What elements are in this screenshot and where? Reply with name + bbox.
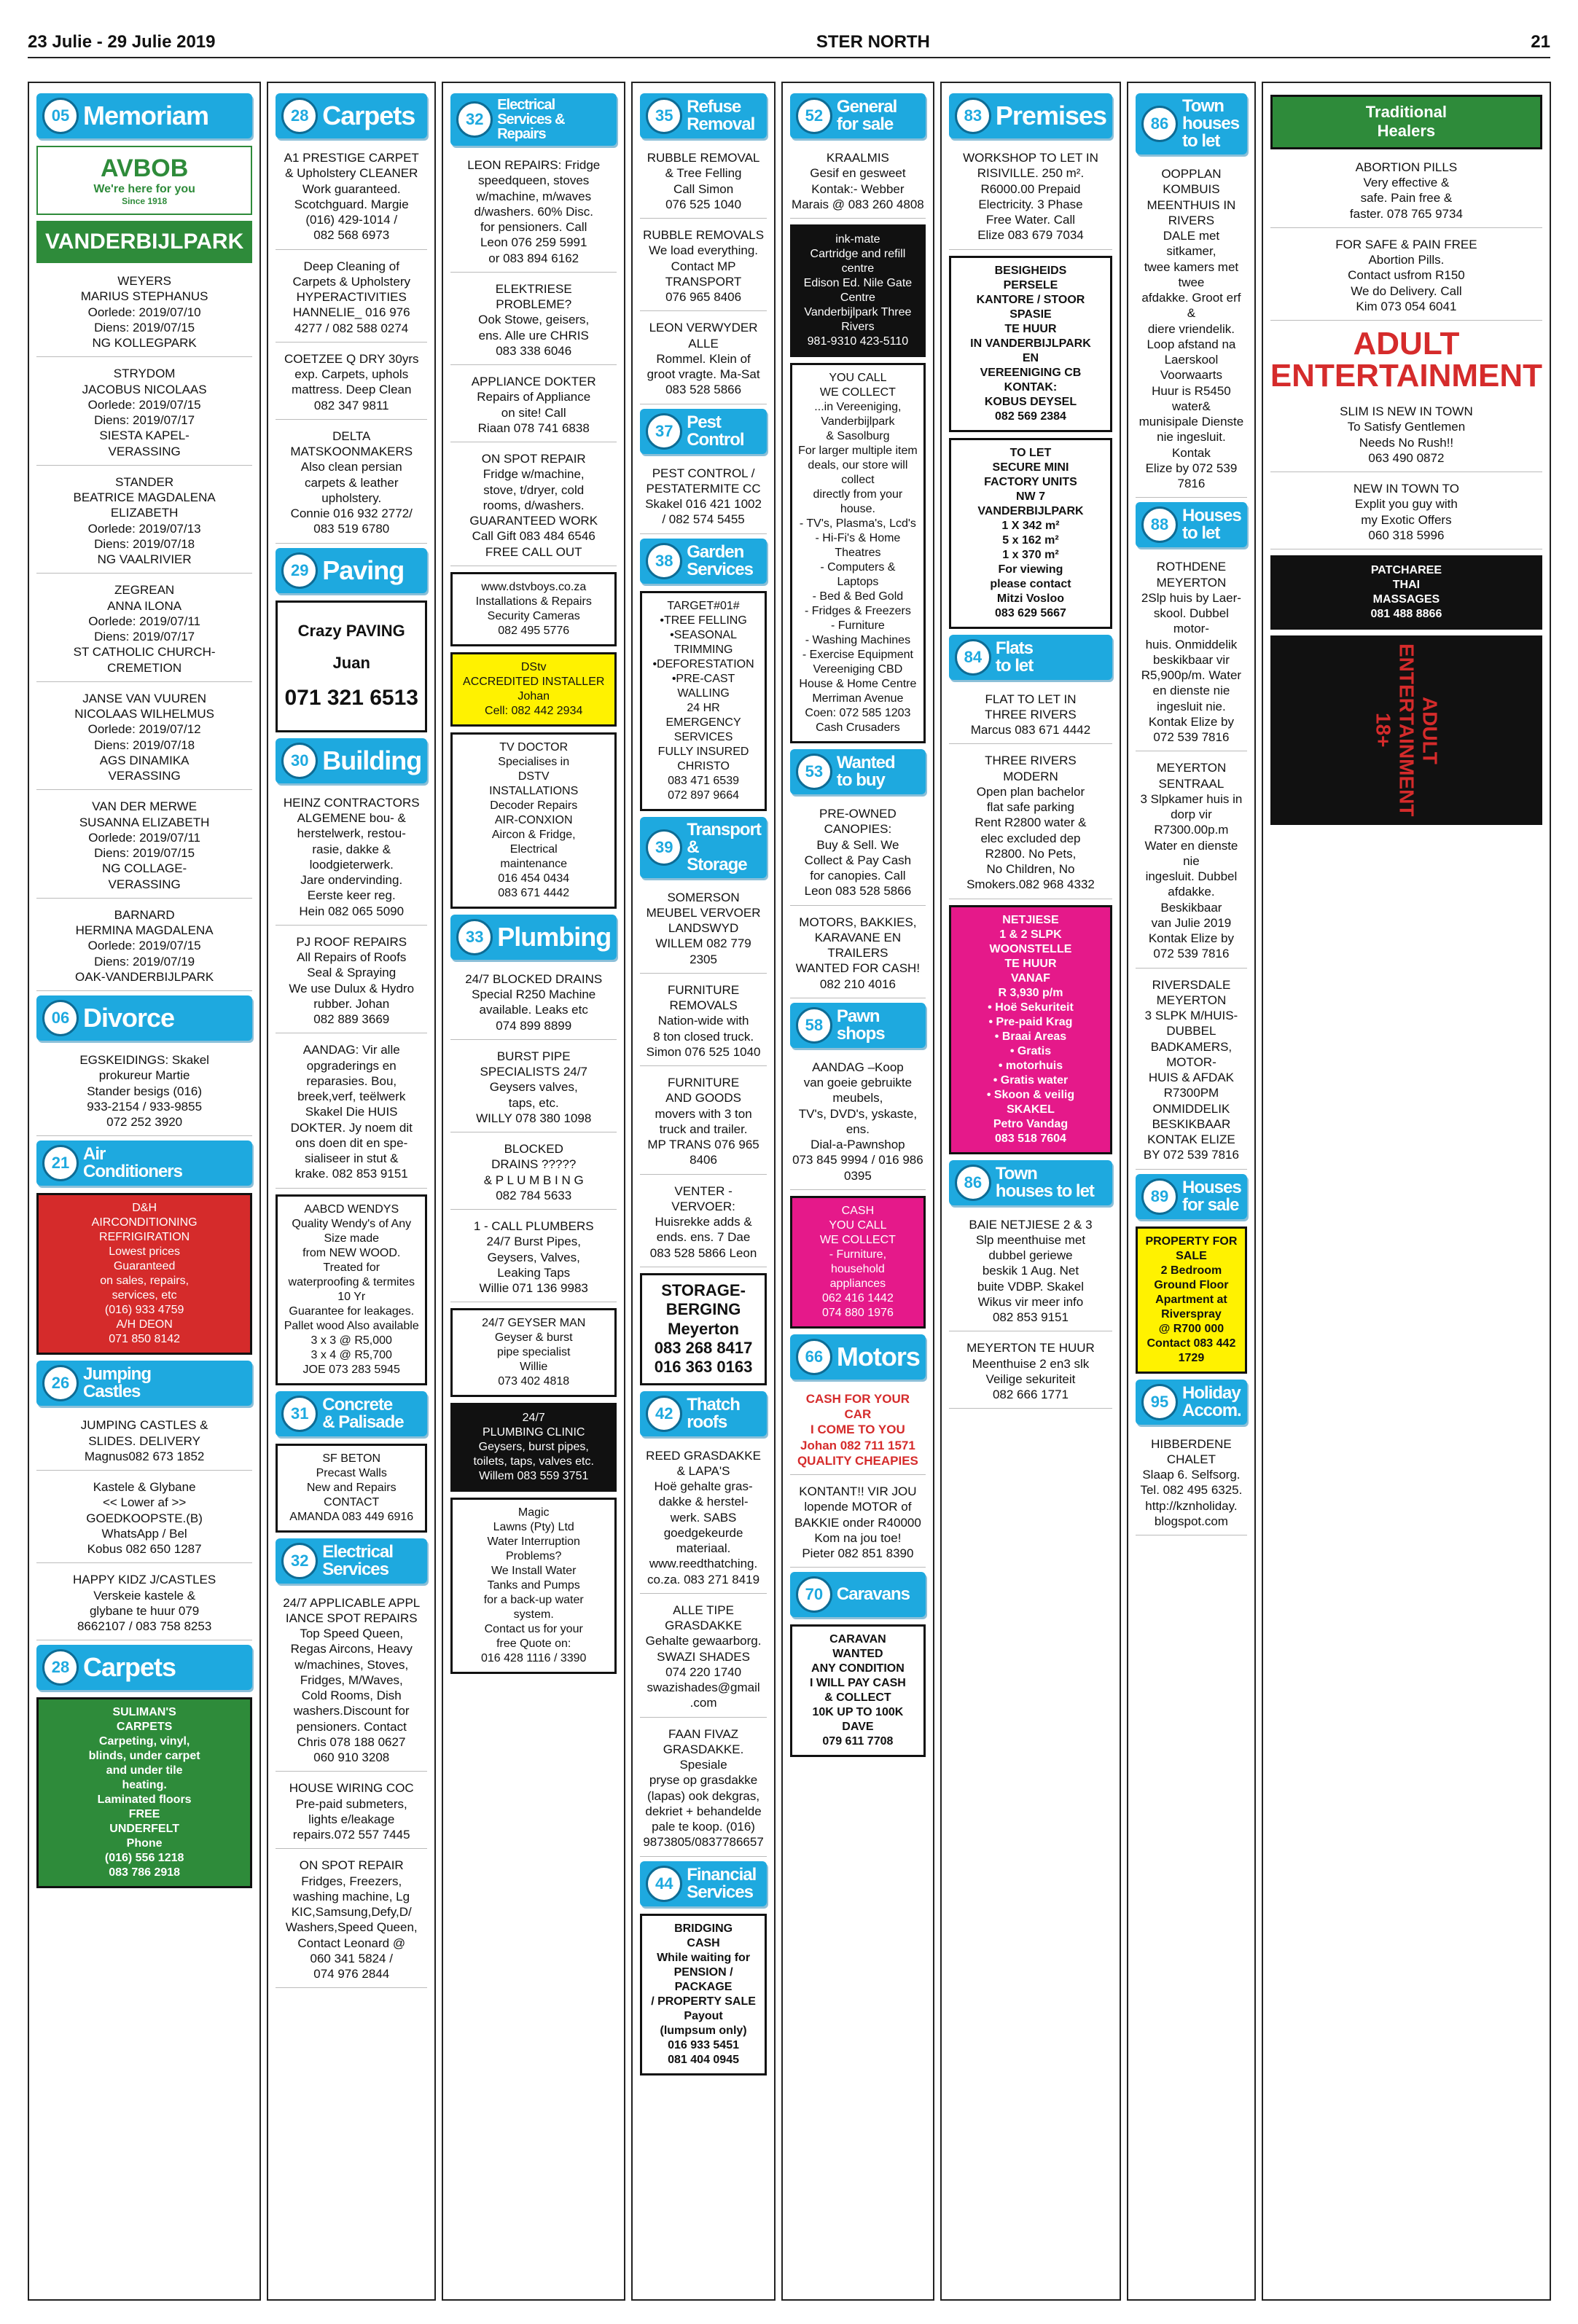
vanderbijlpark-logo: VANDERBIJLPARK: [36, 221, 252, 263]
electrical-repair-ad: ON SPOT REPAIR Fridge w/machine, stove, t/dryer, cold rooms, d/washers. GUARANTEED WORK Call Gift 083 484 6546 FREE CALL OUT: [450, 447, 617, 566]
issue-date: 23 Julie - 29 Julie 2019: [28, 32, 216, 52]
refuse-ad: RUBBLE REMOVAL & Tree Felling Call Simon 076 525 1040: [640, 146, 767, 219]
sf-beton-ad: SF BETON Precast Walls New and Repairs CONTACT AMANDA 083 449 6916: [276, 1444, 427, 1533]
electrical-ads: [276, 1591, 427, 1989]
refuse-ads: [640, 146, 767, 404]
paper-name: STER NORTH: [816, 32, 930, 52]
carpet-ad: A1 PRESTIGE CARPET & Upholstery CLEANER Work guaranteed. Scotchguard. Margie (016) 429-1014 / 082 568 6973: [276, 146, 427, 250]
jumping-ads: [36, 1413, 252, 1640]
category-holiday: 95 Holiday Accom.: [1136, 1380, 1247, 1425]
adult-ad: NEW IN TOWN TO Explit you guy with my Exotic Offers 060 318 5996: [1270, 477, 1542, 549]
memoriam-notice: JANSE VAN VUUREN NICOLAAS WILHELMUS Oorlede: 2019/07/12 Diens: 2019/07/18 AGS DINAMIKA VERASSING: [36, 686, 252, 791]
column-5: [781, 82, 934, 2301]
category-garden: 38 Garden Services: [640, 539, 767, 584]
factory-units-ad: TO LET SECURE MINI FACTORY UNITS NW 7 VANDERBIJLPARK 1 X 342 m² 5 x 162 m² 1 x 370 m² For viewing please contact Mitzi Vosloo 083 629 5667: [949, 438, 1112, 629]
category-pest-control: 37 Pest Control: [640, 409, 767, 454]
cash-collect-ad: CASH YOU CALL WE COLLECT - Furniture, household appliances 062 416 1442 074 880 1976: [790, 1196, 926, 1329]
category-divorce: 06 Divorce: [36, 995, 252, 1041]
category-motors: 66 Motors: [790, 1334, 926, 1380]
column-6: [940, 82, 1121, 2301]
thatch-ad: REED GRASDAKKE & LAPA'S Hoë gehalte gras- dakke & herstel- werk. SABS goedgekeurde materiaal. www.reedthatching. co.za. 083 271 8419: [640, 1444, 767, 1594]
wanted-ad: PRE-OWNED CANOPIES: Buy & Sell. We Collect & Pay Cash for canopies. Call Leon 083 528 5866: [790, 802, 926, 906]
column-3: [442, 82, 625, 2301]
jumping-ad: Kastele & Glybane << Lower af >> GOEDKOOPSTE.(B) WhatsApp / Bel Kobus 082 650 1287: [36, 1475, 252, 1563]
plumbing-ad: 1 - CALL PLUMBERS 24/7 Burst Pipes, Geysers, Valves, Leaking Taps Willie 071 136 9983: [450, 1214, 617, 1302]
dstv-installer-ad: DStv ACCREDITED INSTALLER Johan Cell: 082 442 2934: [450, 652, 617, 727]
motors-cash-ad: CASH FOR YOUR CAR I COME TO YOU Johan 082 711 1571 QUALITY CHEAPIES: [790, 1387, 926, 1475]
transport-ads: [640, 885, 767, 1267]
refuse-ad: RUBBLE REMOVALS We load everything. Contact MP TRANSPORT 076 965 8406: [640, 223, 767, 311]
category-houses-sale: 89 Houses for sale: [1136, 1174, 1247, 1219]
category-houses-let: 88 Houses to let: [1136, 502, 1247, 547]
column-4: [631, 82, 776, 2301]
bridging-cash-ad: BRIDGING CASH While waiting for PENSION / PACKAGE / PROPERTY SALE Payout (lumpsum only) 016 933 5451 081 404 0945: [640, 1914, 767, 2075]
electrical-repair-ad: ELEKTRIESE PROBLEME? Ook Stowe, geisers, ens. Alle ure CHRIS 083 338 6046: [450, 277, 617, 365]
adult-vertical-banner: ADULT ENTERTAINMENT 18+: [1270, 635, 1542, 825]
carpet-ad: Deep Cleaning of Carpets & Upholstery HYPERACTIVITIES HANNELIE_ 016 976 4277 / 082 588 0274: [276, 254, 427, 343]
electrical-repair-ad: LEON REPAIRS: Fridge speedqueen, stoves w/machine, m/waves d/washers. 60% Disc. for pensioners. Call Leon 076 259 5991 or 083 894 6162: [450, 153, 617, 273]
aabcd-wendys-ad: AABCD WENDYS Quality Wendy's of Any Size made from NEW WOOD. Treated for waterproofing & termites 10 Yr Guarantee for leakages. Pallet wood Also available 3 x 3 @ R5,000 3 x 4 @ R5,700 JOE 073 283 5945: [276, 1194, 427, 1385]
ink-mate-ad: ink-mate Cartridge and refill centre Edison Ed. Nile Gate Centre Vanderbijlpark Three Rivers 981-9310 423-5110: [790, 224, 926, 357]
category-thatch: 42 Thatch roofs: [640, 1391, 767, 1436]
transport-ad: SOMERSON MEUBEL VERVOER LANDSWYD WILLEM 082 779 2305: [640, 885, 767, 974]
healer-ads: [1270, 155, 1542, 321]
houses-let-ads: [1136, 555, 1247, 1169]
workshop-ad: WORKSHOP TO LET IN RISIVILLE. 250 m². R6000.00 Prepaid Electricity. 3 Phase Free Water. Call Elize 083 679 7034: [949, 146, 1112, 250]
column-7: [1127, 82, 1256, 2301]
building-ad: PJ ROOF REPAIRS All Repairs of Roofs Seal & Spraying We use Dulux & Hydro rubber. Johan 082 889 3669: [276, 930, 427, 1034]
thatch-ads: [640, 1444, 767, 1857]
memoriam-notice: STRYDOM JACOBUS NICOLAAS Oorlede: 2019/07/15 Diens: 2019/07/17 SIESTA KAPEL- VERASSING: [36, 361, 252, 466]
electrical-ad: 24/7 APPLICABLE APPL IANCE SPOT REPAIRS Top Speed Queen, Regas Aircons, Heavy w/machines, Stoves, Fridges, M/Waves, Cold Rooms, Dish washers.Discount for pensioners. Contact Chris 078 188 0627 060 910 3208: [276, 1591, 427, 1772]
category-paving: 29 Paving: [276, 548, 427, 593]
caravan-wanted-ad: CARAVAN WANTED ANY CONDITION I WILL PAY CASH & COLLECT 10K UP TO 100K DAVE 079 611 7708: [790, 1624, 926, 1757]
jumping-ad: JUMPING CASTLES & SLIDES. DELIVERY Magnus082 673 1852: [36, 1413, 252, 1471]
crazy-paving-ad: Crazy PAVING Juan 071 321 6513: [276, 600, 427, 732]
house-ad: RIVERSDALE MEYERTON 3 SLPK M/HUIS-DUBBEL BADKAMERS, MOTOR- HUIS & AFDAK R7300PM ONMIDDELIK BESKIKBAAR KONTAK ELIZE BY 072 539 7816: [1136, 973, 1247, 1170]
building-ads: [276, 791, 427, 1189]
carpet-ad: COETZEE Q DRY 30yrs exp. Carpets, uphols mattress. Deep Clean 082 347 9811: [276, 347, 427, 420]
netjiese-ad: NETJIESE 1 & 2 SLPK WOONSTELLE TE HUUR VANAF R 3,930 p/m • Hoë Sekuriteit • Pre-paid Krag • Braai Areas • Gratis • motorhuis • Gratis water • Skoon & veilig SKAKEL Petro Vandag 083 518 7604: [949, 905, 1112, 1154]
category-refuse: 35 Refuse Removal: [640, 93, 767, 138]
carpet-ad: DELTA MATSKOONMAKERS Also clean persian carpets & leather upholstery. Connie 016 932 2772/ 083 519 6780: [276, 424, 427, 544]
column-1: [28, 82, 261, 2301]
plumbing-ad: 24/7 BLOCKED DRAINS Special R250 Machine available. Leaks etc 074 899 8899: [450, 967, 617, 1040]
cash-crusaders-ad: YOU CALL WE COLLECT ...in Vereeniging, Vanderbijlpark & Sasolburg For larger multiple item deals, our store will collect directly from your house. - TV's, Plasma's, Lcd's - Hi-Fi's & Home Theatres - Computers & Laptops - Bed & Bed Gold - Fridges & Freezers - Furniture - Washing Machines - Exercise Equipment Vereeniging CBD House & Home Centre Merriman Avenue Coen: 072 585 1203 Cash Crusaders: [790, 363, 926, 743]
electrical-ad: HOUSE WIRING COC Pre-paid submeters, lights e/leakage repairs.072 557 7445: [276, 1776, 427, 1849]
page-number: 21: [1531, 32, 1550, 52]
dstvboys-ad: www.dstvboys.co.za Installations & Repairs Security Cameras 082 495 5776: [450, 572, 617, 646]
townhouse-ad: MEYERTON TE HUUR Meenthuise 2 en3 slk Veilige sekuriteit 082 666 1771: [949, 1336, 1112, 1409]
patcharee-ad: PATCHAREE THAI MASSAGES 081 488 8866: [1270, 555, 1542, 630]
category-plumbing: 33 Plumbing: [450, 915, 617, 960]
category-townhouses-2: 86 Town houses to let: [949, 1160, 1112, 1205]
suliman-carpets-ad: SULIMAN'S CARPETS Carpeting, vinyl, blinds, under carpet and under tile heating. Laminated floors FREE UNDERFELT Phone (016) 556 1218 083 786 2918: [36, 1697, 252, 1888]
adult-ads: [1270, 399, 1542, 549]
target-tree-felling-ad: TARGET#01# •TREE FELLING •SEASONAL TRIMMING •DEFORESTATION •PRE-CAST WALLING 24 HR EMERGENCY SERVICES FULLY INSURED CHRISTO 083 471 6539 072 897 9664: [640, 591, 767, 811]
refuse-ad: LEON VERWYDER ALLE Rommel. Klein of groot vragte. Ma-Sat 083 528 5866: [640, 316, 767, 404]
classified-columns: [28, 82, 1551, 2301]
flats-ads: [949, 687, 1112, 899]
category-townhouses: 86 Town houses to let: [1136, 93, 1247, 154]
traditional-healers-banner: Traditional Healers: [1270, 95, 1542, 149]
pawn-ad: AANDAG –Koop van goeie gebruikte meubels, TV's, DVD's, yskaste, ens. Dial-a-Pawnshop 073 845 9994 / 016 986 0395: [790, 1055, 926, 1190]
thatch-ad: ALLE TIPE GRASDAKKE Gehalte gewaarborg. SWAZI SHADES 074 220 1740 swazishades@gmail .com: [640, 1598, 767, 1718]
healer-ad: FOR SAFE & PAIN FREE Abortion Pills. Contact usfrom R150 We do Delivery. Call Kim 073 054 6041: [1270, 232, 1542, 321]
storage-ad: STORAGE-BERGING Meyerton 083 268 8417 016 363 0163: [640, 1273, 767, 1385]
memoriam-notices: [36, 269, 252, 991]
category-carpets: 28 Carpets: [276, 93, 427, 138]
divorce-ad: EGSKEIDINGS: Skakel prokureur Martie Stander besigs (016) 933-2154 / 933-9855 072 252 3920: [36, 1048, 252, 1136]
memoriam-notice: ZEGREAN ANNA ILONA Oorlede: 2019/07/11 Diens: 2019/07/17 ST CATHOLIC CHURCH- CREMETION: [36, 578, 252, 682]
besigheids-ad: BESIGHEIDS PERSELE KANTORE / STOOR SPASIE TE HUUR IN VANDERBIJLPARK EN VEREENIGING CB KONTAK: KOBUS DEYSEL 082 569 2384: [949, 256, 1112, 432]
category-carpets-2: 28 Carpets: [36, 1645, 252, 1690]
electrical-repair-ad: APPLIANCE DOKTER Repairs of Appliance on site! Call Riaan 078 741 6838: [450, 369, 617, 442]
house-ad: MEYERTON SENTRAAL 3 Slpkamer huis in dorp vir R7300.00p.m Water en dienste nie ingesluit. Dubbel afdakke. Beskikbaar van Julie 2019 Kontak Elize by 072 539 7816: [1136, 756, 1247, 968]
column-8: [1262, 82, 1551, 2301]
motors-ad: KONTANT!! VIR JOU lopende MOTOR of BAKKIE onder R40000 Kom na jou toe! Pieter 082 851 8390: [790, 1479, 926, 1568]
memoriam-notice: BARNARD HERMINA MAGDALENA Oorlede: 2019/07/15 Diens: 2019/07/19 OAK-VANDERBIJLPARK: [36, 903, 252, 991]
holiday-ad: HIBBERDENE CHALET Slaap 6. Selfsorg. Tel. 082 495 6325. http://kznholiday. blogspot.com: [1136, 1432, 1247, 1536]
tv-doctor-ad: TV DOCTOR Specialises in DSTV INSTALLATIONS Decoder Repairs AIR-CONXION Aircon & Fridge, Electrical maintenance 016 454 0434 083 671 4442: [450, 732, 617, 909]
adult-entertainment-banner: ADULT ENTERTAINMENT: [1270, 326, 1542, 394]
transport-ad: FURNITURE REMOVALS Nation-wide with 8 ton closed truck. Simon 076 525 1040: [640, 978, 767, 1066]
memoriam-notice: WEYERS MARIUS STEPHANUS Oorlede: 2019/07/10 Diens: 2019/07/15 NG KOLLEGPARK: [36, 269, 252, 357]
category-general-sale: 52 General for sale: [790, 93, 926, 138]
jumping-ad: HAPPY KIDZ J/CASTLES Verskeie kastele & glybane te huur 079 8662107 / 083 758 8253: [36, 1568, 252, 1640]
townhouse-ad: OOPPLAN KOMBUIS MEENTHUIS IN RIVERS DALE met sitkamer, twee kamers met twee afdakke. Groot erf & diere vriendelik. Loop afstand na Laerskool Voorwaarts Huur is R5450 water& munisipale Dienste nie ingesluit. Kontak Elize by 072 539 7816: [1136, 162, 1247, 498]
flat-ad: THREE RIVERS MODERN Open plan bachelor flat safe parking Rent R2800 water & elec excluded dep R2800. No Pets, No Children, No Smokers.082 968 4332: [949, 748, 1112, 899]
plumbing-ad: BLOCKED DRAINS ????? & P L U M B I N G 082 784 5633: [450, 1137, 617, 1210]
category-transport: 39 Transport & Storage: [640, 817, 767, 878]
carpet-ads: [276, 146, 427, 544]
pest-control-ad: PEST CONTROL / PESTATERMITE CC Skakel 016 421 1002 / 082 574 5455: [640, 461, 767, 534]
building-ad: HEINZ CONTRACTORS ALGEMENE bou- & herstelwerk, restou- rasie, dakke & loodgieterwerk. Jare ondervinding. Eerste keer reg. Hein 082 065 5090: [276, 791, 427, 926]
category-electrical: 32 Electrical Services: [276, 1538, 427, 1584]
flat-ad: FLAT TO LET IN THREE RIVERS Marcus 083 671 4442: [949, 687, 1112, 745]
category-concrete: 31 Concrete & Palisade: [276, 1391, 427, 1436]
wanted-ads: [790, 802, 926, 998]
electrical-ad: ON SPOT REPAIR Fridges, Freezers, washing machine, Lg KIC,Samsung,Defy,D/ Washers,Speed Queen, Contact Leonard @ 060 341 5824 / 074 976 2844: [276, 1853, 427, 1988]
plumbing-ad: BURST PIPE SPECIALISTS 24/7 Geysers valves, taps, etc. WILLY 078 380 1098: [450, 1044, 617, 1132]
category-electrical-repairs: 32 Electrical Services & Repairs: [450, 93, 617, 146]
memoriam-notice: VAN DER MERWE SUSANNA ELIZABETH Oorlede: 2019/07/11 Diens: 2019/07/15 NG COLLAGE- VERASSING: [36, 794, 252, 899]
category-flats: 84 Flats to let: [949, 635, 1112, 680]
geyser-man-ad: 24/7 GEYSER MAN Geyser & burst pipe specialist Willie 073 402 4818: [450, 1308, 617, 1397]
transport-ad: VENTER - VERVOER: Huisrekke adds & ends. ens. 7 Dae 083 528 5866 Leon: [640, 1179, 767, 1267]
category-building: 30 Building: [276, 738, 427, 783]
adult-ad: SLIM IS NEW IN TOWN To Satisfy Gentlemen Needs No Rush!! 063 490 0872: [1270, 399, 1542, 472]
category-financial: 44 Financial Services: [640, 1861, 767, 1906]
avbob-logo: AVBOB We're here for you Since 1918: [36, 146, 252, 215]
wanted-ad: MOTORS, BAKKIES, KARAVANE EN TRAILERS WANTED FOR CASH! 082 210 4016: [790, 910, 926, 998]
category-wanted: 53 Wanted to buy: [790, 749, 926, 794]
category-air-conditioners: 21 Air Conditioners: [36, 1141, 252, 1186]
healer-ad: ABORTION PILLS Very effective & safe. Pain free & faster. 078 765 9734: [1270, 155, 1542, 228]
transport-ad: FURNITURE AND GOODS movers with 3 ton truck and trailer. MP TRANS 076 965 8406: [640, 1071, 767, 1175]
property-sale-ad: PROPERTY FOR SALE 2 Bedroom Ground Floor Apartment at Riverspray @ R700 000 Contact 083 442 1729: [1136, 1226, 1247, 1374]
category-jumping-castles: 26 Jumping Castles: [36, 1361, 252, 1406]
column-2: [267, 82, 436, 2301]
house-ad: ROTHDENE MEYERTON 2Slp huis by Laer- skool. Dubbel motor- huis. Onmiddelik beskikbaar vir R5,900p/m. Water en dienste nie ingesluit nie. Kontak Elize by 072 539 7816: [1136, 555, 1247, 751]
category-premises: 83 Premises: [949, 93, 1112, 138]
townhouse-ad: BAIE NETJIESE 2 & 3 Slp meenthuise met dubbel geriewe beskik 1 Aug. Net buite VDBP. Skakel Wikus vir meer info 082 853 9151: [949, 1213, 1112, 1332]
plumbing-ads: [450, 967, 617, 1303]
memoriam-notice: STANDER BEATRICE MAGDALENA ELIZABETH Oorlede: 2019/07/13 Diens: 2019/07/18 NG VAALRIVIER: [36, 470, 252, 574]
kraalmis-ad: KRAALMIS Gesif en gesweet Kontak:- Webber Marais @ 083 260 4808: [790, 146, 926, 219]
magic-lawns-ad: Magic Lawns (Pty) Ltd Water Interruption Problems? We Install Water Tanks and Pumps for a back-up water system. Contact us for your free Quote on: 016 428 1116 / 3390: [450, 1498, 617, 1674]
category-memoriam: 05 Memoriam: [36, 93, 252, 138]
electrical-repair-ads: [450, 153, 617, 566]
plumbing-clinic-ad: 24/7 PLUMBING CLINIC Geysers, burst pipes, toilets, taps, valves etc. Willem 083 559 3751: [450, 1403, 617, 1492]
building-ad: AANDAG: Vir alle opgraderings en reparasies. Bou, breek,verf, teëlwerk Skakel Die HUIS DOKTER. Jy noem dit ons doen dit en spe- sialiseer in stut & krake. 082 853 9151: [276, 1038, 427, 1188]
thatch-ad: FAAN FIVAZ GRASDAKKE. Spesiale pryse op grasdakke (lapas) ook dekgras, dekriet + behandelde pale te koop. (016) 9873805/0837786657: [640, 1722, 767, 1857]
dh-aircon-ad: D&H AIRCONDITIONING REFRIGIRATION Lowest prices Guaranteed on sales, repairs, services, etc (016) 933 4759 A/H DEON 071 850 8142: [36, 1193, 252, 1355]
page-header: [28, 28, 1550, 58]
townhouse-ads: [949, 1213, 1112, 1409]
category-caravans: 70 Caravans: [790, 1572, 926, 1617]
category-pawn: 58 Pawn shops: [790, 1003, 926, 1048]
